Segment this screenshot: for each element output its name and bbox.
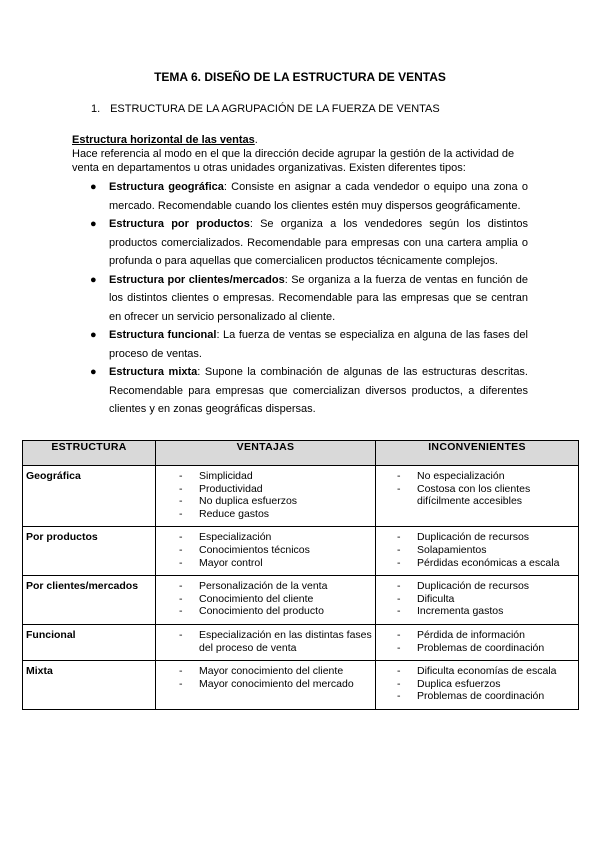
ventajas-item-text: Mayor conocimiento del cliente bbox=[199, 665, 344, 678]
dash-icon: - bbox=[397, 543, 401, 556]
dash-icon: - bbox=[397, 665, 401, 678]
row-inconvenientes-cell bbox=[376, 527, 579, 576]
subtitle-text: ESTRUCTURA DE LA AGRUPACIÓN DE LA FUERZA DE VENTAS bbox=[110, 103, 440, 115]
ventajas-item-text: Mayor conocimiento del mercado bbox=[199, 677, 354, 690]
inconvenientes-item-text: Pérdida de información bbox=[417, 628, 525, 641]
list-item-text: : Se organiza a los vendedores según los distintos productos comercializados. Recomendable para empresas con una cartera amplia o profunda o para aquellas que comercialicen productos técnicamente complejos. bbox=[109, 218, 528, 267]
dash-icon: - bbox=[179, 507, 183, 520]
list-item bbox=[90, 363, 528, 419]
bullet-icon: ● bbox=[90, 218, 97, 230]
ventajas-item bbox=[179, 605, 372, 618]
ventajas-item-text: Productividad bbox=[199, 482, 263, 495]
inconvenientes-item-text: Duplica esfuerzos bbox=[417, 677, 501, 690]
row-inconvenientes-cell bbox=[376, 466, 579, 527]
inconvenientes-item bbox=[397, 665, 575, 678]
dash-icon: - bbox=[179, 531, 183, 544]
dash-icon: - bbox=[397, 690, 401, 703]
dash-icon: - bbox=[397, 470, 401, 482]
inconvenientes-item bbox=[397, 531, 575, 544]
dash-icon: - bbox=[179, 495, 183, 508]
comparison-table bbox=[22, 440, 579, 710]
inconvenientes-item-text: Problemas de coordinación bbox=[417, 641, 545, 654]
ventajas-item-text: Reduce gastos bbox=[199, 507, 270, 520]
ventajas-item-text: Mayor control bbox=[199, 556, 263, 569]
dash-icon: - bbox=[179, 543, 183, 556]
inconvenientes-item bbox=[397, 678, 575, 691]
dash-icon: - bbox=[397, 531, 401, 544]
ventajas-item bbox=[179, 470, 372, 483]
inconvenientes-item bbox=[397, 629, 575, 642]
row-inconvenientes-cell bbox=[376, 624, 579, 660]
bullet-icon: ● bbox=[90, 366, 97, 378]
table-header-row bbox=[23, 441, 579, 466]
section-heading-text: Estructura horizontal de las ventas bbox=[72, 134, 255, 146]
list-item bbox=[90, 215, 528, 271]
bullet-icon: ● bbox=[90, 329, 97, 341]
row-structure-name: Geográfica bbox=[23, 466, 156, 527]
row-inconvenientes-cell bbox=[376, 576, 579, 625]
inconvenientes-item bbox=[397, 483, 575, 508]
dash-icon: - bbox=[179, 580, 183, 593]
section-heading bbox=[72, 134, 258, 146]
row-structure-name: Funcional bbox=[23, 624, 156, 660]
ventajas-item bbox=[179, 495, 372, 508]
inconvenientes-item-text: Dificulta economías de escala bbox=[417, 665, 557, 678]
dash-icon: - bbox=[179, 605, 183, 618]
ventajas-item bbox=[179, 557, 372, 570]
dash-icon: - bbox=[179, 665, 183, 678]
bullet-icon: ● bbox=[90, 273, 97, 286]
list-item-text: : Consiste en asignar a cada vendedor o equipo una zona o mercado. Recomendable cuando los clientes estén muy dispersos geográficamente. bbox=[109, 181, 528, 212]
ventajas-item bbox=[179, 508, 372, 521]
inconvenientes-item bbox=[397, 605, 575, 618]
row-ventajas-cell bbox=[156, 576, 376, 625]
dash-icon: - bbox=[397, 641, 401, 654]
dash-icon: - bbox=[397, 605, 401, 618]
inconvenientes-item bbox=[397, 690, 575, 703]
section-subtitle bbox=[91, 103, 440, 115]
inconvenientes-item-text: Duplicación de recursos bbox=[417, 580, 530, 593]
header-inconvenientes: INCONVENIENTES bbox=[376, 441, 579, 466]
dash-icon: - bbox=[397, 677, 401, 690]
list-item bbox=[90, 178, 528, 215]
ventajas-item bbox=[179, 629, 372, 654]
list-item bbox=[90, 326, 528, 363]
ventajas-item-text: Conocimientos técnicos bbox=[199, 543, 310, 556]
inconvenientes-item-text: Incrementa gastos bbox=[417, 605, 504, 618]
row-structure-name: Mixta bbox=[23, 661, 156, 710]
dash-icon: - bbox=[397, 482, 401, 495]
ventajas-item bbox=[179, 678, 372, 691]
document-title: TEMA 6. DISEÑO DE LA ESTRUCTURA DE VENTAS bbox=[154, 70, 446, 84]
inconvenientes-item-text: Costosa con los clientes difícilmente accesibles bbox=[417, 482, 531, 508]
inconvenientes-item-text: Solapamientos bbox=[417, 543, 487, 556]
ventajas-item-text: Especialización en las distintas fases del proceso de venta bbox=[199, 628, 372, 654]
list-item-term: Estructura funcional bbox=[109, 329, 217, 341]
dash-icon: - bbox=[179, 482, 183, 495]
list-item-term: Estructura geográfica bbox=[109, 181, 224, 193]
dash-icon: - bbox=[179, 556, 183, 569]
section-intro: Hace referencia al modo en el que la dirección decide agrupar la gestión de la actividad de venta en departamentos u otras unidades organizativas. Existen diferentes tipos: bbox=[72, 148, 515, 174]
inconvenientes-item bbox=[397, 470, 575, 483]
inconvenientes-item-text: No especialización bbox=[417, 470, 505, 482]
inconvenientes-item-text: Duplicación de recursos bbox=[417, 531, 530, 544]
ventajas-item bbox=[179, 544, 372, 557]
inconvenientes-item bbox=[397, 544, 575, 557]
list-item-text: : La fuerza de ventas se especializa en alguna de las fases del proceso de ventas. bbox=[109, 329, 528, 360]
table-row bbox=[23, 576, 579, 625]
list-item bbox=[90, 271, 528, 327]
table-row bbox=[23, 661, 579, 710]
row-ventajas-cell bbox=[156, 661, 376, 710]
ventajas-item-text: Conocimiento del cliente bbox=[199, 592, 314, 605]
ventajas-item-text: Simplicidad bbox=[199, 470, 253, 482]
inconvenientes-item bbox=[397, 580, 575, 593]
subtitle-number: 1. bbox=[91, 103, 101, 115]
row-inconvenientes-cell bbox=[376, 661, 579, 710]
ventajas-item bbox=[179, 483, 372, 496]
inconvenientes-item bbox=[397, 593, 575, 606]
header-ventajas: VENTAJAS bbox=[156, 441, 376, 466]
ventajas-item bbox=[179, 593, 372, 606]
header-estructura: ESTRUCTURA bbox=[23, 441, 156, 466]
inconvenientes-item-text: Problemas de coordinación bbox=[417, 690, 545, 703]
ventajas-item-text: Conocimiento del producto bbox=[199, 605, 324, 618]
list-item-text: : Supone la combinación de algunas de las estructuras descritas. Recomendable para empresas que comercializan diversos productos, a diferentes clientes y en zonas geográficas dispersas. bbox=[109, 366, 528, 415]
dash-icon: - bbox=[397, 580, 401, 593]
dash-icon: - bbox=[397, 556, 401, 569]
table-row bbox=[23, 624, 579, 660]
ventajas-item bbox=[179, 580, 372, 593]
ventajas-item-text: No duplica esfuerzos bbox=[199, 495, 298, 508]
list-item-term: Estructura por clientes/mercados bbox=[109, 273, 285, 286]
list-item-term: Estructura mixta bbox=[109, 366, 198, 378]
list-item-term: Estructura por productos bbox=[109, 218, 250, 230]
table-row bbox=[23, 466, 579, 527]
table-row bbox=[23, 527, 579, 576]
row-ventajas-cell bbox=[156, 624, 376, 660]
section-heading-punct: . bbox=[254, 134, 258, 146]
dash-icon: - bbox=[397, 592, 401, 605]
dash-icon: - bbox=[179, 592, 183, 605]
ventajas-item bbox=[179, 531, 372, 544]
inconvenientes-item-text: Pérdidas económicas a escala bbox=[417, 556, 560, 569]
row-ventajas-cell bbox=[156, 527, 376, 576]
row-structure-name: Por clientes/mercados bbox=[23, 576, 156, 625]
ventajas-item bbox=[179, 665, 372, 678]
list-item-text: : Se organiza a la fuerza de ventas en función de los distintos clientes o empresas. Recomendable para las empresas que se centran en ofrecer un servicio personalizado al cliente. bbox=[109, 273, 528, 323]
row-ventajas-cell bbox=[156, 466, 376, 527]
dash-icon: - bbox=[179, 470, 183, 482]
dash-icon: - bbox=[397, 628, 401, 641]
bullet-icon: ● bbox=[90, 181, 97, 193]
ventajas-item-text: Especialización bbox=[199, 531, 272, 544]
dash-icon: - bbox=[179, 628, 183, 641]
inconvenientes-item bbox=[397, 642, 575, 655]
ventajas-item-text: Personalización de la venta bbox=[199, 580, 328, 593]
inconvenientes-item-text: Dificulta bbox=[417, 592, 455, 605]
inconvenientes-item bbox=[397, 557, 575, 570]
row-structure-name: Por productos bbox=[23, 527, 156, 576]
structure-types-list bbox=[90, 178, 528, 419]
dash-icon: - bbox=[179, 677, 183, 690]
